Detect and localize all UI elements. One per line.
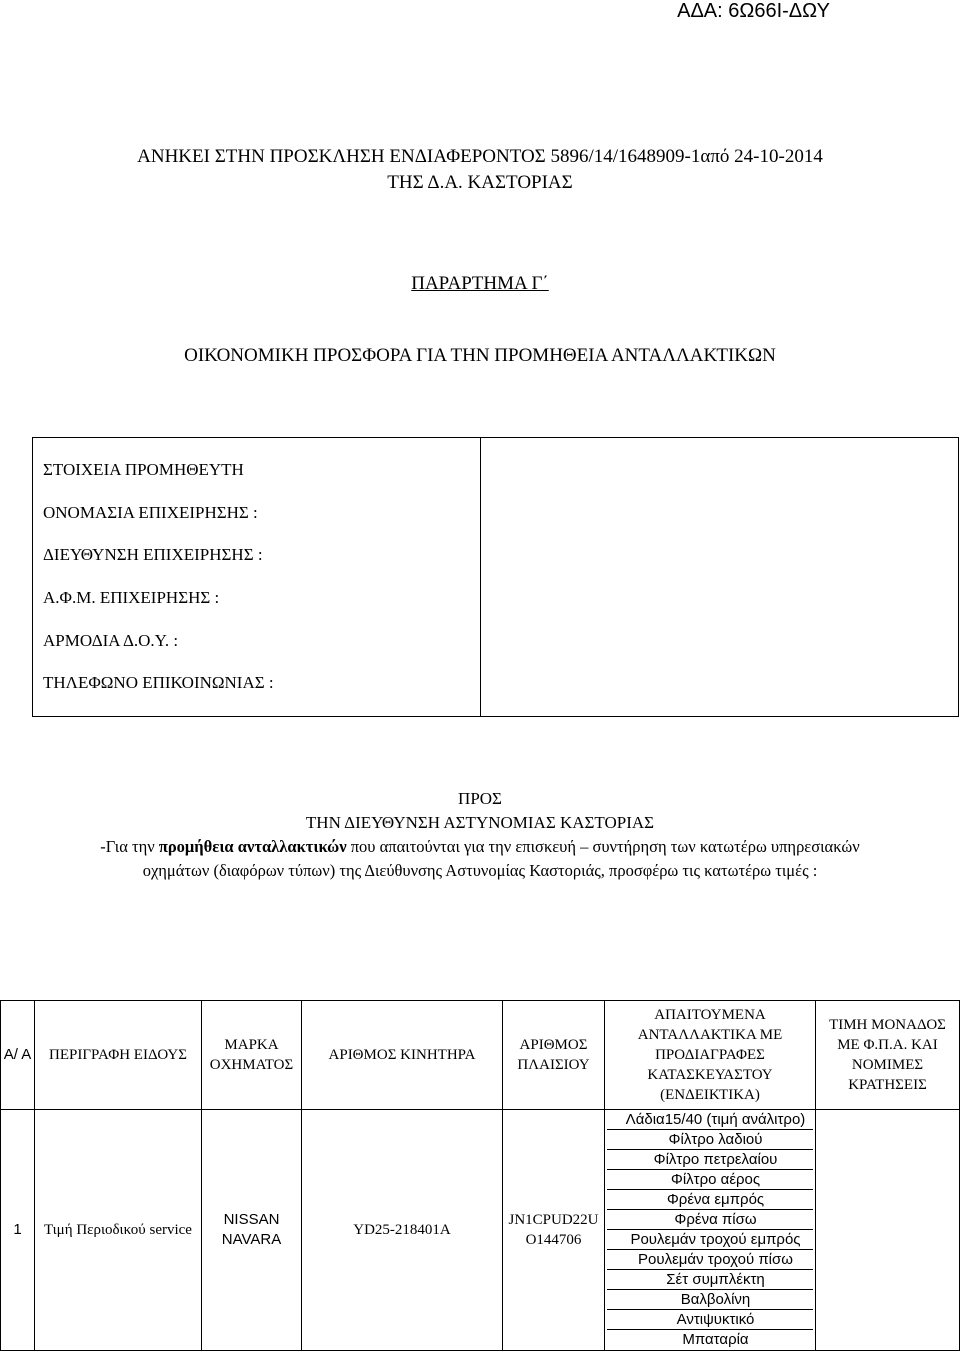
- recipient-directorate: ΤΗΝ ΔΙΕΥΘΥΝΣΗ ΑΣΤΥΝΟΜΙΑΣ ΚΑΣΤΟΡΙΑΣ: [305, 813, 655, 832]
- supplier-box: [32, 437, 959, 717]
- part-item: Ρουλεμάν τροχού πίσω: [607, 1250, 813, 1270]
- part-item: Φρένα πίσω: [607, 1210, 813, 1230]
- header-brand: ΜΑΡΚΑ ΟΧΗΜΑΤΟΣ: [202, 1001, 302, 1110]
- header-parts: ΑΠΑΙΤΟΥΜΕΝΑ ΑΝΤΑΛΛΑΚΤΙΚΑ ΜΕ ΠΡΟΔΙΑΓΡΑΦΕΣ ΚΑΤΑΣΚΕΥΑΣΤΟΥ (ΕΝΔΕΙΚΤΙΚΑ): [605, 1001, 816, 1110]
- part-item: Ρουλεμάν τροχού εμπρός: [607, 1230, 813, 1250]
- part-item: Αντιψυκτικό: [607, 1310, 813, 1330]
- part-item: Φίλτρο αέρος: [607, 1170, 813, 1190]
- annex-title: ΠΑΡΑΡΤΗΜΑ Γ΄: [411, 273, 549, 294]
- header-chassis: ΑΡΙΘΜΟΣ ΠΛΑΙΣΙΟΥ: [503, 1001, 605, 1110]
- part-item: Μπαταρία: [682, 1331, 749, 1348]
- header-engine: ΑΡΙΘΜΟΣ ΚΙΝΗΤΗΡΑ: [302, 1001, 503, 1110]
- header-line-2: ΤΗΣ Δ.Α. ΚΑΣΤΟΡΙΑΣ: [387, 172, 573, 193]
- supplier-labels-column: [33, 438, 481, 716]
- offer-subtitle: ΟΙΚΟΝΟΜΙΚΗ ΠΡΟΣΦΟΡΑ ΓΙΑ ΤΗΝ ΠΡΟΜΗΘΕΙΑ ΑΝΤΑΛΛΑΚΤΙΚΩΝ: [184, 345, 776, 366]
- supplier-doy-label: ΑΡΜΟΔΙΑ Δ.Ο.Υ. :: [43, 631, 179, 650]
- header-line-1: ΑΝΗΚΕΙ ΣΤΗΝ ΠΡΟΣΚΛΗΣΗ ΕΝΔΙΑΦΕΡΟΝΤΟΣ 5896/14/1648909-1από 24-10-2014: [137, 146, 823, 167]
- table-header-row: [1, 1001, 960, 1110]
- supplier-afm-label: Α.Φ.Μ. ΕΠΙΧΕΙΡΗΣΗΣ :: [43, 588, 220, 607]
- row-engine: YD25-218401A: [302, 1110, 503, 1351]
- row-aa: 1: [1, 1110, 35, 1351]
- part-item: Λάδια15/40 (τιμή ανάλιτρο): [607, 1110, 813, 1130]
- supplier-address-label: ΔΙΕΥΘΥΝΣΗ ΕΠΙΧΕΙΡΗΣΗΣ :: [43, 545, 263, 564]
- header-price: ΤΙΜΗ ΜΟΝΑΔΟΣ ΜΕ Φ.Π.Α. ΚΑΙ ΝΟΜΙΜΕΣ ΚΡΑΤΗΣΕΙΣ: [816, 1001, 960, 1110]
- part-item: Φίλτρο πετρελαίου: [607, 1150, 813, 1170]
- header-description: ΠΕΡΙΓΡΑΦΗ ΕΙΔΟΥΣ: [35, 1001, 202, 1110]
- bold-phrase: προμήθεια ανταλλακτικών: [158, 837, 347, 856]
- part-item: Σέτ συμπλέκτη: [607, 1270, 813, 1290]
- request-paragraph-line-1: -Για την προμήθεια ανταλλακτικών που απαιτούνται για την επισκευή – συντήρηση των κατωτέρω υπηρεσιακών: [100, 837, 860, 856]
- part-item: Φίλτρο λαδιού: [607, 1130, 813, 1150]
- recipient-to: ΠΡΟΣ: [458, 789, 502, 808]
- table-row: [1, 1110, 960, 1351]
- supplier-heading: ΣΤΟΙΧΕΙΑ ΠΡΟΜΗΘΕΥΤΗ: [43, 460, 244, 479]
- ada-code: ΑΔΑ: 6Ω66Ι-ΔΩΥ: [677, 0, 830, 22]
- row-chassis: JN1CPUD22U O144706: [503, 1110, 605, 1351]
- row-parts: [605, 1110, 816, 1351]
- row-description: Τιμή Περιοδικού service: [35, 1110, 202, 1351]
- supplier-phone-label: ΤΗΛΕΦΩΝΟ ΕΠΙΚΟΙΝΩΝΙΑΣ :: [43, 673, 274, 692]
- supplier-name-label: ΟΝΟΜΑΣΙΑ ΕΠΙΧΕΙΡΗΣΗΣ :: [43, 503, 258, 522]
- header-aa: Α/ Α: [1, 1001, 35, 1110]
- part-item: Βαλβολίνη: [607, 1290, 813, 1310]
- part-item: Φρένα εμπρός: [607, 1190, 813, 1210]
- row-price[interactable]: [816, 1110, 960, 1351]
- row-brand: NISSAN NAVARA: [202, 1110, 302, 1351]
- offer-table: [0, 1000, 960, 1351]
- request-paragraph-line-2: οχημάτων (διαφόρων τύπων) της Διεύθυνσης Αστυνομίας Καστοριάς, προσφέρω τις κατωτέρω τιμές :: [142, 861, 818, 880]
